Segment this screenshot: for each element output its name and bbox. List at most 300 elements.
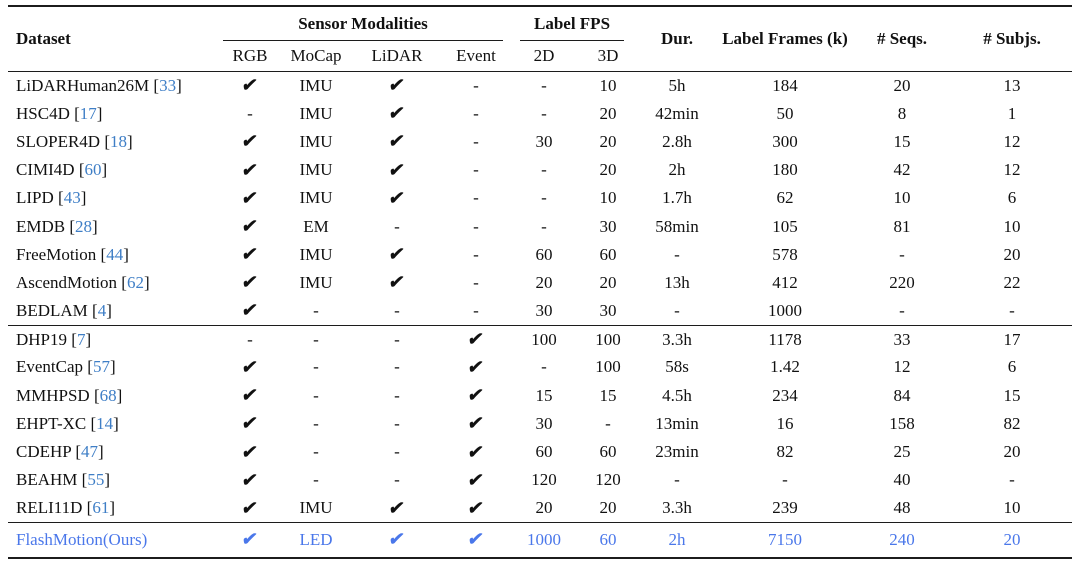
cell-dur: 58min bbox=[655, 216, 699, 236]
cell-frames: 300 bbox=[772, 131, 798, 151]
citation-link[interactable]: 4 bbox=[97, 300, 107, 320]
cell-seqs: 240 bbox=[889, 529, 915, 549]
citation-brackets: [4] bbox=[87, 300, 112, 320]
citation-link[interactable]: 62 bbox=[126, 272, 144, 292]
table-row bbox=[8, 212, 1072, 240]
citation-link[interactable]: 44 bbox=[106, 244, 124, 264]
cell-mocap: IMU bbox=[299, 244, 333, 264]
cell-event bbox=[444, 523, 508, 558]
dataset-name-cell bbox=[8, 212, 218, 240]
cell-fps3d: 30 bbox=[599, 216, 617, 236]
header-label-fps: Label FPS bbox=[508, 6, 636, 41]
header-num-subjs: # Subjs. bbox=[952, 6, 1072, 72]
cell-frames: 82 bbox=[776, 442, 794, 462]
cell-fps2d: 15 bbox=[535, 385, 553, 405]
check-icon: ✔ bbox=[240, 216, 260, 237]
cell-mocap-empty: - bbox=[313, 329, 319, 349]
table-row bbox=[8, 269, 1072, 297]
cell-lidar bbox=[350, 156, 444, 184]
cell-subjs: 10 bbox=[952, 494, 1072, 522]
citation-brackets: [60] bbox=[74, 160, 108, 180]
cell-mocap: LED bbox=[299, 529, 333, 549]
cell-lidar-empty: - bbox=[394, 357, 400, 377]
cell-subjs: 20 bbox=[1003, 442, 1021, 462]
cell-frames: 180 bbox=[772, 160, 798, 180]
cell-frames: 50 bbox=[776, 103, 794, 123]
dataset-name: HSC4D bbox=[16, 103, 70, 123]
cell-fps2d: 1000 bbox=[527, 529, 561, 549]
table-row bbox=[8, 382, 1072, 410]
dataset-name-cell bbox=[8, 325, 218, 353]
check-icon: ✔ bbox=[387, 75, 407, 96]
check-icon: ✔ bbox=[466, 385, 486, 406]
check-icon: ✔ bbox=[466, 356, 486, 377]
cell-subjs-empty: - bbox=[1009, 470, 1015, 490]
table-row bbox=[8, 353, 1072, 381]
dataset-name: MMHPSD bbox=[16, 385, 90, 405]
check-icon: ✔ bbox=[240, 356, 260, 377]
cell-lidar-empty: - bbox=[394, 442, 400, 462]
check-icon: ✔ bbox=[240, 529, 260, 550]
dataset-name-cell bbox=[8, 72, 218, 100]
cell-event bbox=[444, 466, 508, 494]
cell-event-empty: - bbox=[473, 188, 479, 208]
header-fps-3d: 3D bbox=[580, 41, 636, 72]
cell-frames: 1178 bbox=[768, 329, 802, 349]
cell-lidar-empty: - bbox=[394, 385, 400, 405]
cell-fps2d-empty: - bbox=[541, 216, 547, 236]
cell-seqs: 158 bbox=[889, 413, 915, 433]
citation-brackets: [43] bbox=[53, 188, 87, 208]
dataset-name: LIPD bbox=[16, 188, 54, 208]
table-row bbox=[8, 438, 1072, 466]
check-icon: ✔ bbox=[240, 300, 260, 321]
cell-lidar bbox=[350, 269, 444, 297]
check-icon: ✔ bbox=[466, 413, 486, 434]
citation-link[interactable]: 61 bbox=[92, 498, 110, 518]
cell-rgb bbox=[218, 353, 282, 381]
citation-link[interactable]: 68 bbox=[99, 385, 117, 405]
cell-fps2d: 60 bbox=[535, 244, 553, 264]
cell-dur: 5h bbox=[668, 75, 686, 95]
cell-event-empty: - bbox=[473, 131, 479, 151]
cell-fps3d: 20 bbox=[599, 103, 617, 123]
cell-fps3d: 60 bbox=[599, 244, 617, 264]
cell-mocap-empty: - bbox=[313, 385, 319, 405]
citation-brackets: [14] bbox=[86, 413, 119, 433]
cell-seqs: 220 bbox=[889, 272, 915, 292]
cell-dur: 58s bbox=[665, 357, 689, 377]
cell-frames: 239 bbox=[718, 494, 852, 522]
cell-dur-empty: - bbox=[674, 244, 680, 264]
cell-event bbox=[444, 438, 508, 466]
cell-seqs: 25 bbox=[893, 442, 911, 462]
check-icon: ✔ bbox=[466, 329, 486, 350]
cell-dur: 2h bbox=[668, 160, 686, 180]
cell-lidar-empty: - bbox=[394, 216, 400, 236]
dataset-name: EHPT-XC bbox=[16, 413, 87, 433]
dataset-name: FlashMotion(Ours) bbox=[16, 529, 148, 549]
citation-link[interactable]: 7 bbox=[76, 329, 86, 349]
check-icon: ✔ bbox=[240, 244, 260, 265]
dataset-name: RELI11D bbox=[16, 498, 83, 518]
header-label-frames: Label Frames (k) bbox=[718, 6, 852, 72]
dataset-name-cell bbox=[8, 241, 218, 269]
cell-fps3d: 20 bbox=[580, 494, 636, 522]
cell-fps3d-empty: - bbox=[605, 413, 611, 433]
cell-subjs: 12 bbox=[1003, 160, 1021, 180]
check-icon: ✔ bbox=[387, 187, 407, 208]
cell-seqs: 33 bbox=[893, 329, 911, 349]
check-icon: ✔ bbox=[240, 272, 260, 293]
dataset-name-cell bbox=[8, 100, 218, 128]
cell-seqs: 42 bbox=[893, 160, 911, 180]
cell-subjs: 15 bbox=[1003, 385, 1021, 405]
citation-link[interactable]: 43 bbox=[63, 188, 81, 208]
check-icon: ✔ bbox=[240, 497, 260, 518]
check-icon: ✔ bbox=[387, 244, 407, 265]
table-row bbox=[8, 297, 1072, 325]
dataset-name-cell bbox=[8, 297, 218, 325]
cell-rgb bbox=[218, 241, 282, 269]
cell-subjs: 20 bbox=[1003, 529, 1021, 549]
table-row bbox=[8, 410, 1072, 438]
check-icon: ✔ bbox=[387, 529, 407, 550]
citation-brackets: [33] bbox=[149, 75, 182, 95]
cell-lidar-empty: - bbox=[350, 297, 444, 325]
cell-lidar-empty: - bbox=[394, 413, 400, 433]
check-icon: ✔ bbox=[466, 469, 486, 490]
cell-rgb bbox=[218, 438, 282, 466]
cell-event-empty: - bbox=[473, 75, 479, 95]
check-icon: ✔ bbox=[240, 159, 260, 180]
cell-event bbox=[444, 494, 508, 522]
citation-brackets: [18] bbox=[100, 131, 133, 151]
cell-subjs: 22 bbox=[1003, 272, 1021, 292]
citation-brackets: [28] bbox=[65, 216, 98, 236]
dataset-name-cell bbox=[8, 128, 218, 156]
header-fps-2d: 2D bbox=[508, 41, 580, 72]
cell-fps3d: 15 bbox=[599, 385, 617, 405]
cell-fps2d-empty: - bbox=[541, 357, 547, 377]
cell-event-empty: - bbox=[473, 272, 479, 292]
cell-lidar bbox=[350, 72, 444, 100]
citation-brackets: [7] bbox=[67, 329, 92, 349]
table-row bbox=[8, 241, 1072, 269]
cell-fps3d: 60 bbox=[599, 442, 617, 462]
cell-fps2d-empty: - bbox=[541, 103, 547, 123]
check-icon: ✔ bbox=[387, 272, 407, 293]
cell-rgb bbox=[218, 184, 282, 212]
cell-seqs: 20 bbox=[893, 75, 911, 95]
citation-link[interactable]: 33 bbox=[159, 75, 177, 95]
cell-frames: 105 bbox=[772, 216, 798, 236]
cell-rgb bbox=[218, 410, 282, 438]
cell-dur: 42min bbox=[655, 103, 699, 123]
cell-fps2d-empty: - bbox=[541, 188, 547, 208]
dataset-name: CDEHP bbox=[16, 442, 72, 462]
cell-frames: 1.42 bbox=[770, 357, 800, 377]
dataset-name: DHP19 bbox=[16, 329, 68, 349]
cell-frames-empty: - bbox=[782, 470, 788, 490]
cell-event bbox=[444, 353, 508, 381]
table-row bbox=[8, 128, 1072, 156]
citation-brackets: [44] bbox=[96, 244, 129, 264]
cell-dur: 13h bbox=[664, 272, 690, 292]
citation-brackets: [61] bbox=[82, 498, 116, 518]
cell-lidar bbox=[350, 100, 444, 128]
citation-link[interactable]: 55 bbox=[87, 470, 105, 490]
cell-fps2d: 120 bbox=[531, 470, 557, 490]
table-row bbox=[8, 494, 1072, 522]
cell-subjs-empty: - bbox=[952, 297, 1072, 325]
cell-subjs: 6 bbox=[1007, 188, 1017, 208]
cell-fps3d: 20 bbox=[599, 160, 617, 180]
cell-fps3d: 100 bbox=[595, 357, 621, 377]
cell-subjs: 1 bbox=[1007, 103, 1017, 123]
table-group-ours bbox=[8, 523, 1072, 558]
cell-seqs-empty: - bbox=[899, 244, 905, 264]
cell-fps3d: 120 bbox=[595, 470, 621, 490]
citation-brackets: [62] bbox=[117, 272, 150, 292]
cell-dur: 13min bbox=[655, 413, 699, 433]
check-icon: ✔ bbox=[240, 469, 260, 490]
cell-subjs: 20 bbox=[1003, 244, 1021, 264]
header-dataset: Dataset bbox=[8, 6, 218, 72]
table-row bbox=[8, 184, 1072, 212]
citation-brackets: [47] bbox=[71, 442, 104, 462]
table-row bbox=[8, 466, 1072, 494]
cell-dur: 1.7h bbox=[662, 188, 692, 208]
cell-event-empty: - bbox=[473, 160, 479, 180]
table-row-ours bbox=[8, 523, 1072, 558]
cell-subjs: 82 bbox=[1003, 413, 1021, 433]
cell-fps2d: 30 bbox=[508, 297, 580, 325]
cell-subjs: 13 bbox=[1003, 75, 1021, 95]
dataset-name-cell bbox=[8, 184, 218, 212]
dataset-name: BEDLAM bbox=[16, 300, 88, 320]
cell-seqs: 15 bbox=[893, 131, 911, 151]
cell-fps3d: 100 bbox=[595, 329, 621, 349]
cell-mocap-empty: - bbox=[313, 442, 319, 462]
cell-seqs: 40 bbox=[893, 470, 911, 490]
dataset-name: SLOPER4D bbox=[16, 131, 101, 151]
cell-fps3d: 20 bbox=[599, 131, 617, 151]
cell-subjs: 6 bbox=[1007, 357, 1017, 377]
cell-fps2d: 20 bbox=[535, 272, 553, 292]
table-header bbox=[8, 6, 1072, 72]
cell-lidar bbox=[350, 128, 444, 156]
dataset-name: EventCap bbox=[16, 357, 84, 377]
cell-dur-empty: - bbox=[636, 297, 718, 325]
cell-mocap-empty: - bbox=[313, 357, 319, 377]
cell-mocap: EM bbox=[303, 216, 329, 236]
cell-dur: 3.3h bbox=[636, 494, 718, 522]
cell-rgb-empty: - bbox=[247, 329, 253, 349]
dataset-name: FreeMotion bbox=[16, 244, 97, 264]
cell-event-empty: - bbox=[473, 244, 479, 264]
cell-fps3d: 30 bbox=[580, 297, 636, 325]
citation-brackets: [17] bbox=[69, 103, 103, 123]
table-group-event-datasets bbox=[8, 325, 1072, 522]
citation-link[interactable]: 47 bbox=[81, 442, 99, 462]
cell-lidar-empty: - bbox=[394, 329, 400, 349]
cell-rgb bbox=[218, 269, 282, 297]
check-icon: ✔ bbox=[387, 159, 407, 180]
header-mocap: MoCap bbox=[282, 41, 350, 72]
dataset-name: EMDB bbox=[16, 216, 66, 236]
table-group-lidar-datasets bbox=[8, 72, 1072, 326]
cell-fps2d: 30 bbox=[535, 413, 553, 433]
cell-seqs: 8 bbox=[897, 103, 907, 123]
dataset-name-cell bbox=[8, 523, 218, 558]
cell-seqs-empty: - bbox=[852, 297, 952, 325]
cell-dur-empty: - bbox=[674, 470, 680, 490]
dataset-name-cell bbox=[8, 353, 218, 381]
table-row bbox=[8, 325, 1072, 353]
cell-mocap: IMU bbox=[299, 272, 333, 292]
cell-seqs: 81 bbox=[893, 216, 911, 236]
citation-link[interactable]: 17 bbox=[79, 103, 97, 123]
cell-lidar bbox=[350, 523, 444, 558]
check-icon: ✔ bbox=[387, 103, 407, 124]
dataset-name-cell bbox=[8, 269, 218, 297]
cell-rgb bbox=[218, 382, 282, 410]
cell-fps2d: 100 bbox=[531, 329, 557, 349]
citation-link[interactable]: 57 bbox=[92, 357, 110, 377]
dataset-name-cell bbox=[8, 438, 218, 466]
cell-seqs: 10 bbox=[893, 188, 911, 208]
citation-brackets: [55] bbox=[77, 470, 110, 490]
cell-subjs: 12 bbox=[1003, 131, 1021, 151]
check-icon: ✔ bbox=[240, 441, 260, 462]
citation-link[interactable]: 60 bbox=[84, 160, 102, 180]
cell-rgb-empty: - bbox=[247, 103, 253, 123]
check-icon: ✔ bbox=[387, 497, 407, 518]
check-icon: ✔ bbox=[240, 131, 260, 152]
header-lidar: LiDAR bbox=[350, 41, 444, 72]
cell-lidar bbox=[350, 241, 444, 269]
cell-fps3d: 60 bbox=[599, 529, 617, 549]
cell-rgb bbox=[218, 466, 282, 494]
cell-frames: 184 bbox=[772, 75, 798, 95]
header-event: Event bbox=[444, 41, 508, 72]
dataset-name: LiDARHuman26M bbox=[16, 75, 150, 95]
header-num-seqs: # Seqs. bbox=[852, 6, 952, 72]
cell-rgb bbox=[218, 128, 282, 156]
check-icon: ✔ bbox=[240, 75, 260, 96]
dataset-name-cell bbox=[8, 466, 218, 494]
cell-lidar bbox=[350, 184, 444, 212]
check-icon: ✔ bbox=[466, 497, 486, 518]
cell-event-empty: - bbox=[444, 297, 508, 325]
cell-fps3d: 10 bbox=[599, 75, 617, 95]
cell-mocap: IMU bbox=[299, 160, 333, 180]
cell-mocap: IMU bbox=[299, 188, 333, 208]
cell-fps2d-empty: - bbox=[541, 160, 547, 180]
check-icon: ✔ bbox=[240, 413, 260, 434]
cell-frames: 578 bbox=[772, 244, 798, 264]
cell-event-empty: - bbox=[473, 216, 479, 236]
cell-mocap: IMU bbox=[282, 494, 350, 522]
cell-rgb bbox=[218, 297, 282, 325]
header-sensor-modalities: Sensor Modalities bbox=[218, 6, 508, 41]
citation-link[interactable]: 18 bbox=[110, 131, 127, 151]
cell-mocap-empty: - bbox=[313, 470, 319, 490]
dataset-comparison-table bbox=[8, 5, 1072, 559]
cell-fps2d: 20 bbox=[508, 494, 580, 522]
check-icon: ✔ bbox=[466, 441, 486, 462]
header-rgb: RGB bbox=[218, 41, 282, 72]
header-duration: Dur. bbox=[636, 6, 718, 72]
dataset-name-cell bbox=[8, 382, 218, 410]
cell-rgb bbox=[218, 72, 282, 100]
cell-event-empty: - bbox=[473, 103, 479, 123]
cell-rgb bbox=[218, 156, 282, 184]
dataset-name: BEAHM bbox=[16, 470, 78, 490]
check-icon: ✔ bbox=[240, 385, 260, 406]
cell-seqs: 48 bbox=[852, 494, 952, 522]
check-icon: ✔ bbox=[466, 529, 486, 550]
dataset-name-cell bbox=[8, 494, 218, 522]
check-icon: ✔ bbox=[240, 187, 260, 208]
cell-seqs: 12 bbox=[893, 357, 911, 377]
cell-fps2d: 30 bbox=[535, 131, 553, 151]
cell-rgb bbox=[218, 523, 282, 558]
cell-dur: 23min bbox=[655, 442, 699, 462]
citation-brackets: [57] bbox=[83, 357, 116, 377]
cell-frames: 234 bbox=[772, 385, 798, 405]
cell-frames: 412 bbox=[772, 272, 798, 292]
dataset-name: CIMI4D bbox=[16, 160, 75, 180]
table-row bbox=[8, 100, 1072, 128]
cell-dur: 4.5h bbox=[662, 385, 692, 405]
cell-mocap: IMU bbox=[299, 131, 333, 151]
cell-rgb bbox=[218, 494, 282, 522]
citation-link[interactable]: 28 bbox=[75, 216, 93, 236]
dataset-name-cell bbox=[8, 156, 218, 184]
cell-dur: 3.3h bbox=[662, 329, 692, 349]
cell-lidar bbox=[350, 494, 444, 522]
cell-frames: 16 bbox=[776, 413, 794, 433]
table-row bbox=[8, 156, 1072, 184]
citation-link[interactable]: 14 bbox=[96, 413, 114, 433]
citation-brackets: [68] bbox=[89, 385, 123, 405]
cell-dur: 2h bbox=[668, 529, 686, 549]
cell-event bbox=[444, 325, 508, 353]
table-row bbox=[8, 72, 1072, 100]
cell-mocap-empty: - bbox=[313, 413, 319, 433]
cell-mocap: IMU bbox=[299, 75, 333, 95]
cell-seqs: 84 bbox=[893, 385, 911, 405]
cell-subjs: 17 bbox=[1003, 329, 1021, 349]
cell-dur: 2.8h bbox=[662, 131, 692, 151]
cell-mocap-empty: - bbox=[282, 297, 350, 325]
cell-rgb bbox=[218, 212, 282, 240]
cell-lidar-empty: - bbox=[394, 470, 400, 490]
cell-mocap: IMU bbox=[299, 103, 333, 123]
cell-subjs: 10 bbox=[1003, 216, 1021, 236]
cell-event bbox=[444, 410, 508, 438]
dataset-name-cell bbox=[8, 410, 218, 438]
check-icon: ✔ bbox=[387, 131, 407, 152]
cell-event bbox=[444, 382, 508, 410]
cell-fps2d-empty: - bbox=[541, 75, 547, 95]
cell-fps3d: 20 bbox=[599, 272, 617, 292]
cell-fps3d: 10 bbox=[599, 188, 617, 208]
cell-frames: 1000 bbox=[718, 297, 852, 325]
cell-fps2d: 60 bbox=[535, 442, 553, 462]
